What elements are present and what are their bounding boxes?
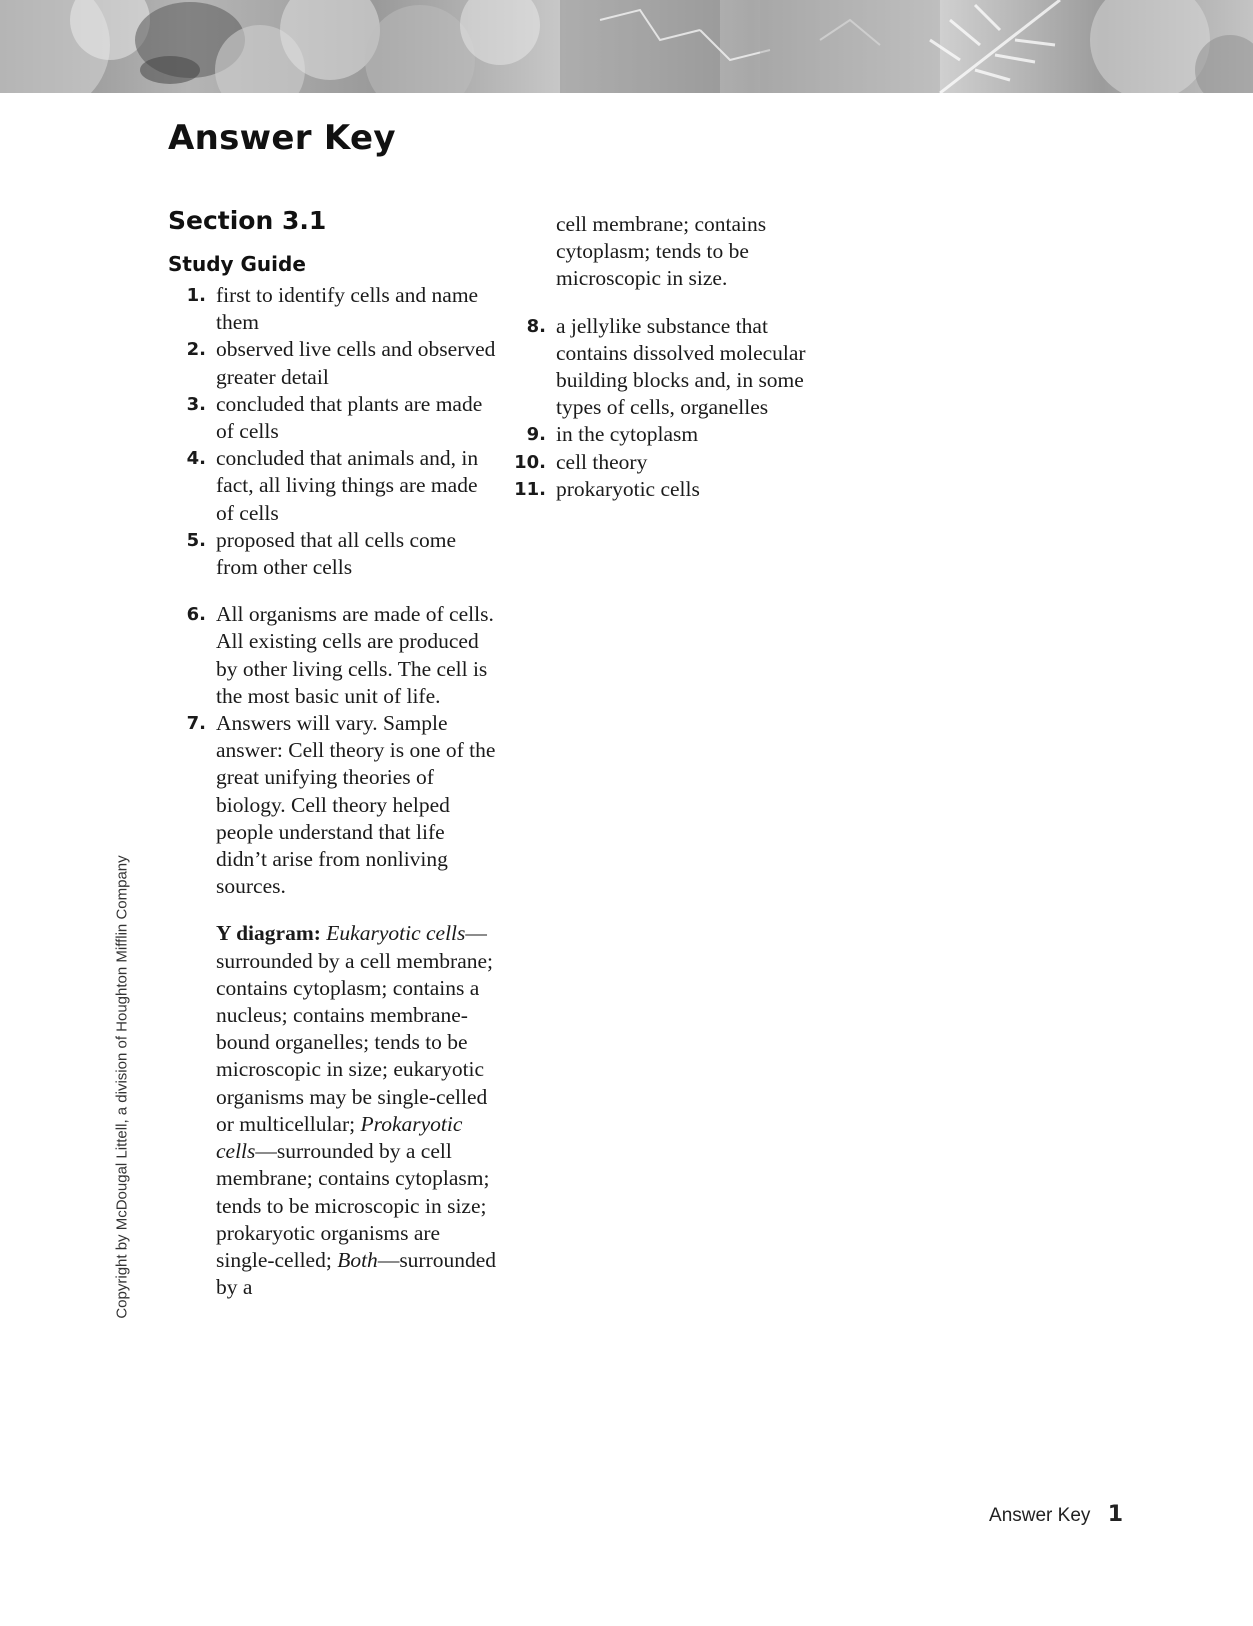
- answer-item-5: [168, 527, 498, 581]
- answer-item-4: [168, 445, 498, 527]
- answers-left-column: [168, 282, 498, 1301]
- answer-text: All organisms are made of cells. All existing cells are produced by other living cells. The cell is the most basic unit of life.: [216, 602, 494, 708]
- answer-text: prokaryotic cells: [556, 476, 700, 501]
- answer-number: 2.: [186, 339, 206, 361]
- answer-item-11: [508, 476, 838, 503]
- answer-item-2: [168, 336, 498, 390]
- answer-item-6: [168, 601, 498, 710]
- answers-right-column: [508, 211, 838, 503]
- answer-item-10: [508, 449, 838, 476]
- copyright-notice: Copyright by McDougal Littell, a division of Houghton Mifflin Company: [113, 855, 131, 1319]
- y-diagram-continued: cell membrane; contains cytoplasm; tends to be microscopic in size.: [556, 212, 767, 291]
- page-footer: [989, 1502, 1123, 1527]
- prokaryotic-label: Prokaryotic cells: [216, 1111, 463, 1164]
- page-title: Answer Key: [168, 118, 396, 158]
- answer-text: a jellylike substance that contains dissolved molecular building blocks and, in some types of cells, organelles: [556, 313, 806, 420]
- answer-text: observed live cells and observed greater detail: [216, 337, 496, 389]
- header-banner-image: [0, 0, 1253, 93]
- answer-text: concluded that plants are made of cells: [216, 391, 483, 444]
- answer-text: concluded that animals and, in fact, all living things are made of cells: [216, 446, 479, 525]
- answer-number: 3.: [186, 393, 206, 415]
- answer-number: 5.: [186, 529, 206, 551]
- footer-label: Answer Key: [989, 1505, 1091, 1526]
- answer-text: first to identify cells and name them: [216, 283, 479, 335]
- answer-number: 6.: [186, 604, 206, 626]
- answer-text: cell theory: [556, 449, 648, 474]
- page-number: 1: [1107, 1502, 1123, 1527]
- answer-item-7: [168, 710, 498, 900]
- answer-number: 8.: [526, 315, 546, 337]
- answer-text: Answers will vary. Sample answer: Cell theory is one of the great unifying theories of biology. Cell theory helped people understand that life didn’t arise from nonliving sources.: [216, 711, 496, 899]
- answer-text: in the cytoplasm: [556, 422, 699, 447]
- eukaryotic-label: Eukaryotic cells: [326, 921, 466, 946]
- study-guide-heading: Study Guide: [168, 252, 306, 276]
- both-label: Both: [337, 1247, 378, 1272]
- answer-item-3: [168, 391, 498, 445]
- prokaryotic-text: —surrounded by a cell membrane; contains cytoplasm; tends to be microscopic in size; prokaryotic organisms are single-celled;: [216, 1139, 490, 1272]
- banner-collage-graphic: [0, 0, 1253, 93]
- answer-number: 11.: [514, 478, 546, 500]
- answer-number: 4.: [186, 448, 206, 470]
- y-diagram-label: Y diagram:: [216, 921, 321, 946]
- y-diagram-answer: [168, 920, 498, 1301]
- eukaryotic-text: —surrounded by a cell membrane; contains cytoplasm; contains a nucleus; contains membrane-bound organelles; tends to be microscopic in size; eukaryotic organisms may be single-celled or multicellular;: [216, 921, 494, 1136]
- answer-number: 9.: [526, 424, 546, 446]
- answer-item-8: [508, 313, 838, 422]
- answer-number: 7.: [186, 713, 206, 735]
- answer-item-1: [168, 282, 498, 336]
- section-title: Section 3.1: [168, 206, 327, 235]
- answer-number: 1.: [186, 285, 206, 306]
- answer-text: proposed that all cells come from other cells: [216, 527, 457, 580]
- answer-item-9: [508, 421, 838, 448]
- both-text: —surrounded by a: [216, 1247, 497, 1300]
- answer-number: 10.: [514, 451, 546, 473]
